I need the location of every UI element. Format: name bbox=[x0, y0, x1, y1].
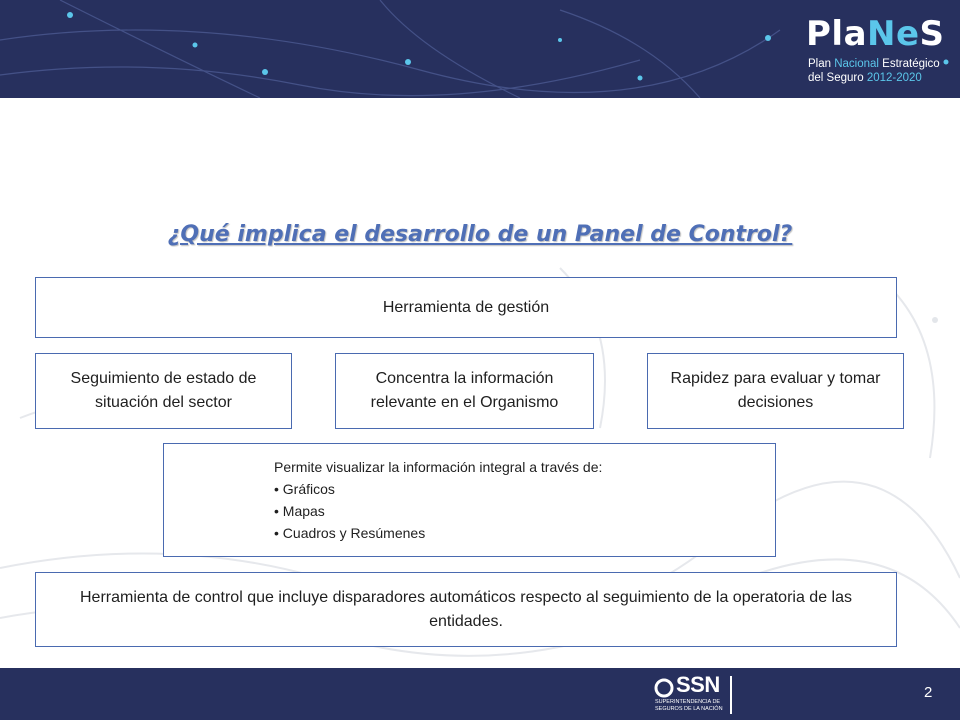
ssn-logo-text: SSN bbox=[676, 672, 720, 697]
ssn-logo bbox=[652, 672, 732, 716]
page-title: ¿Qué implica el desarrollo de un Panel de Control? bbox=[167, 222, 793, 247]
list-item-graficos: • Gráficos bbox=[274, 481, 335, 497]
tracking-text: Seguimiento de estado de situación del sector bbox=[70, 370, 257, 411]
header-band bbox=[0, 0, 960, 98]
visualize-content bbox=[274, 456, 602, 544]
concentrates-text: Concentra la información relevante en el Organismo bbox=[370, 370, 559, 411]
page-number: 2 bbox=[924, 684, 933, 701]
ssn-logo-subtitle: SUPERINTENDENCIA DE SEGUROS DE LA NACIÓN bbox=[655, 699, 723, 712]
logo-subtitle: Plan Nacional Estratégico del Seguro 2012-2020 bbox=[808, 58, 940, 84]
visualize-intro: Permite visualizar la información integral a través de: bbox=[274, 459, 603, 475]
control-tool-box bbox=[35, 572, 897, 647]
list-item-mapas: • Mapas bbox=[274, 503, 325, 519]
control-tool-text: Herramienta de control que incluye disparadores automáticos respecto al seguimiento de la operatoria de las entidades. bbox=[80, 588, 852, 630]
ssn-divider bbox=[730, 676, 732, 714]
tracking-box bbox=[35, 353, 292, 429]
speed-box bbox=[647, 353, 904, 429]
concentrates-box bbox=[335, 353, 594, 429]
speed-text: Rapidez para evaluar y tomar decisiones bbox=[670, 370, 881, 411]
ssn-emblem-icon bbox=[653, 677, 675, 699]
footer-band bbox=[0, 668, 960, 720]
visualize-box bbox=[163, 443, 776, 557]
planes-logo bbox=[806, 14, 954, 94]
list-item-cuadros: • Cuadros y Resúmenes bbox=[274, 525, 426, 541]
logo-title: PlaNeS bbox=[806, 14, 945, 54]
management-tool-box bbox=[35, 277, 897, 338]
management-tool-text: Herramienta de gestión bbox=[382, 298, 550, 316]
